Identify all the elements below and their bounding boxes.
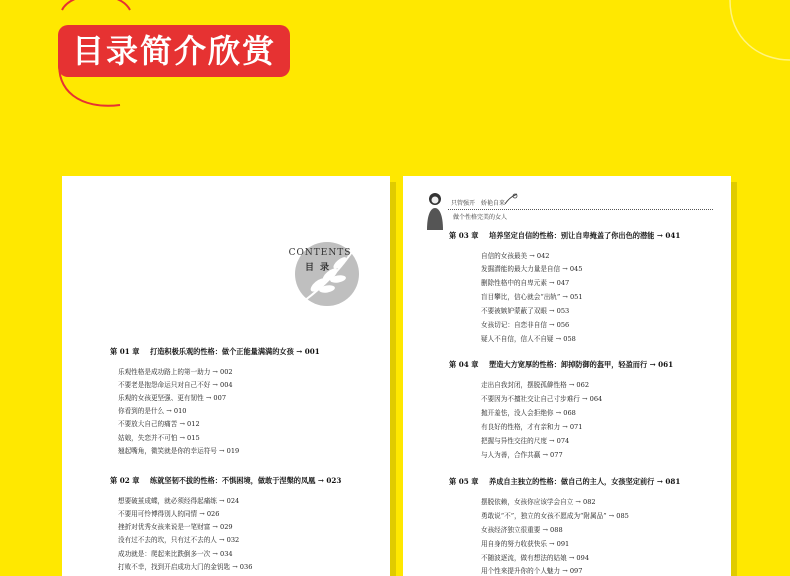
toc-item: 翘起嘴角，微笑就是你的幸运符号 → 019 — [118, 447, 240, 455]
chapter-heading — [110, 476, 341, 486]
toc-item: 抛开羞怯，没人会拒绝你 → 068 — [481, 409, 576, 417]
left-page — [62, 176, 390, 576]
toc-item: 用个性来提升你的个人魅力 → 097 — [481, 567, 583, 575]
toc-item: 不要放大自己的痛苦 → 012 — [118, 420, 200, 428]
toc-item: 不要老是抱怨命运只对自己不好 → 004 — [118, 381, 233, 389]
toc-item: 没有过不去的坎，只有过不去的人 → 032 — [118, 536, 240, 544]
chapter-title: 打造积极乐观的性格：做个正能量满满的女孩 → 001 — [150, 347, 320, 356]
toc-item: 姑娘，失恋并不可怕 → 015 — [118, 434, 200, 442]
chapter-number: 第 02 章 — [110, 476, 140, 485]
toc-item: 自信的女孩最美 → 042 — [481, 252, 550, 260]
toc-item: 把握与异性交往的尺度 → 074 — [481, 437, 570, 445]
chapter-number: 第 05 章 — [449, 477, 479, 486]
toc-item: 女孩切记：自恋非自信 → 056 — [481, 321, 570, 329]
toc-item: 想要破茧成蝶，就必须经得起痛练 → 024 — [118, 497, 240, 505]
toc-item: 不随波逐流，做有想法的姑娘 → 094 — [481, 554, 590, 562]
toc-item: 发掘潜能的最大力量是自信 → 045 — [481, 265, 583, 273]
contents-sub-label: 目录 — [304, 263, 335, 273]
banner-title-box — [58, 25, 290, 77]
chapter-heading — [449, 477, 680, 487]
chapter-title: 养成自主独立的性格：做自己的主人，女孩坚定前行 → 081 — [489, 477, 681, 486]
chapter-number: 第 04 章 — [449, 360, 479, 369]
toc-item: 用自身的努力收获快乐 → 091 — [481, 540, 570, 548]
chapter-heading — [449, 360, 673, 370]
contents-label: CONTENTS — [288, 248, 352, 258]
toc-item: 乐观性格是成功路上的第一助力 → 002 — [118, 368, 233, 376]
toc-item: 盲目攀比，信心就会“出轨” → 051 — [481, 293, 583, 301]
chapter-heading — [110, 347, 320, 357]
chapter-number: 第 01 章 — [110, 347, 140, 356]
right-page — [403, 176, 731, 576]
toc-item: 乐观的女孩更坚强、更有韧性 → 007 — [118, 394, 227, 402]
chapter-heading — [449, 231, 680, 241]
chapter-title: 培养坚定自信的性格：别让自卑掩盖了你出色的潜能 → 041 — [489, 231, 681, 240]
toc-item: 疑人不自信，信人不自疑 → 058 — [481, 335, 576, 343]
chapter-title: 练就坚韧不拔的性格：不惧困境，做敢于涅槃的凤凰 → 023 — [150, 476, 342, 485]
header-tag: 只管强开 娇艳自来 — [451, 200, 506, 207]
toc-item: 女孩经济独立很重要 → 088 — [481, 526, 563, 534]
banner-title: 目录简介欣赏 — [71, 32, 276, 70]
toc-item: 不要被嫉妒蒙蔽了双眼 → 053 — [481, 307, 570, 315]
toc-item: 挫折对优秀女孩来说是一笔财富 → 029 — [118, 523, 233, 531]
toc-item: 打败不幸，找到开启成功大门的金钥匙 → 036 — [118, 563, 253, 571]
toc-item: 不要因为不擅社交让自己寸步难行 → 064 — [481, 395, 603, 403]
header-divider — [448, 209, 713, 210]
chapter-title: 塑造大方宽厚的性格：卸掉防御的盔甲，轻盈而行 → 061 — [489, 360, 674, 369]
flower-sketch-icon — [503, 192, 519, 206]
header-subtitle: 做个性格完美的女人 — [453, 214, 508, 221]
toc-item: 走出自我封闭，摆脱孤僻性格 → 062 — [481, 381, 590, 389]
toc-item: 与人为善，合作共赢 → 077 — [481, 451, 563, 459]
woman-portrait-icon — [423, 190, 447, 230]
chapter-number: 第 03 章 — [449, 231, 479, 240]
toc-item: 有良好的性格，才有亲和力 → 071 — [481, 423, 583, 431]
toc-item: 摆脱依赖，女孩你应该学会自立 → 082 — [481, 498, 596, 506]
toc-item: 勇敢说“不”，独立的女孩不愿成为“附属品” → 085 — [481, 512, 629, 520]
toc-item: 删除性格中的自卑元素 → 047 — [481, 279, 570, 287]
toc-item: 成功就是：爬起来比跌倒多一次 → 034 — [118, 550, 233, 558]
toc-item: 你看到的是什么 → 010 — [118, 407, 187, 415]
toc-item: 不要用可怜博得别人的同情 → 026 — [118, 510, 220, 518]
